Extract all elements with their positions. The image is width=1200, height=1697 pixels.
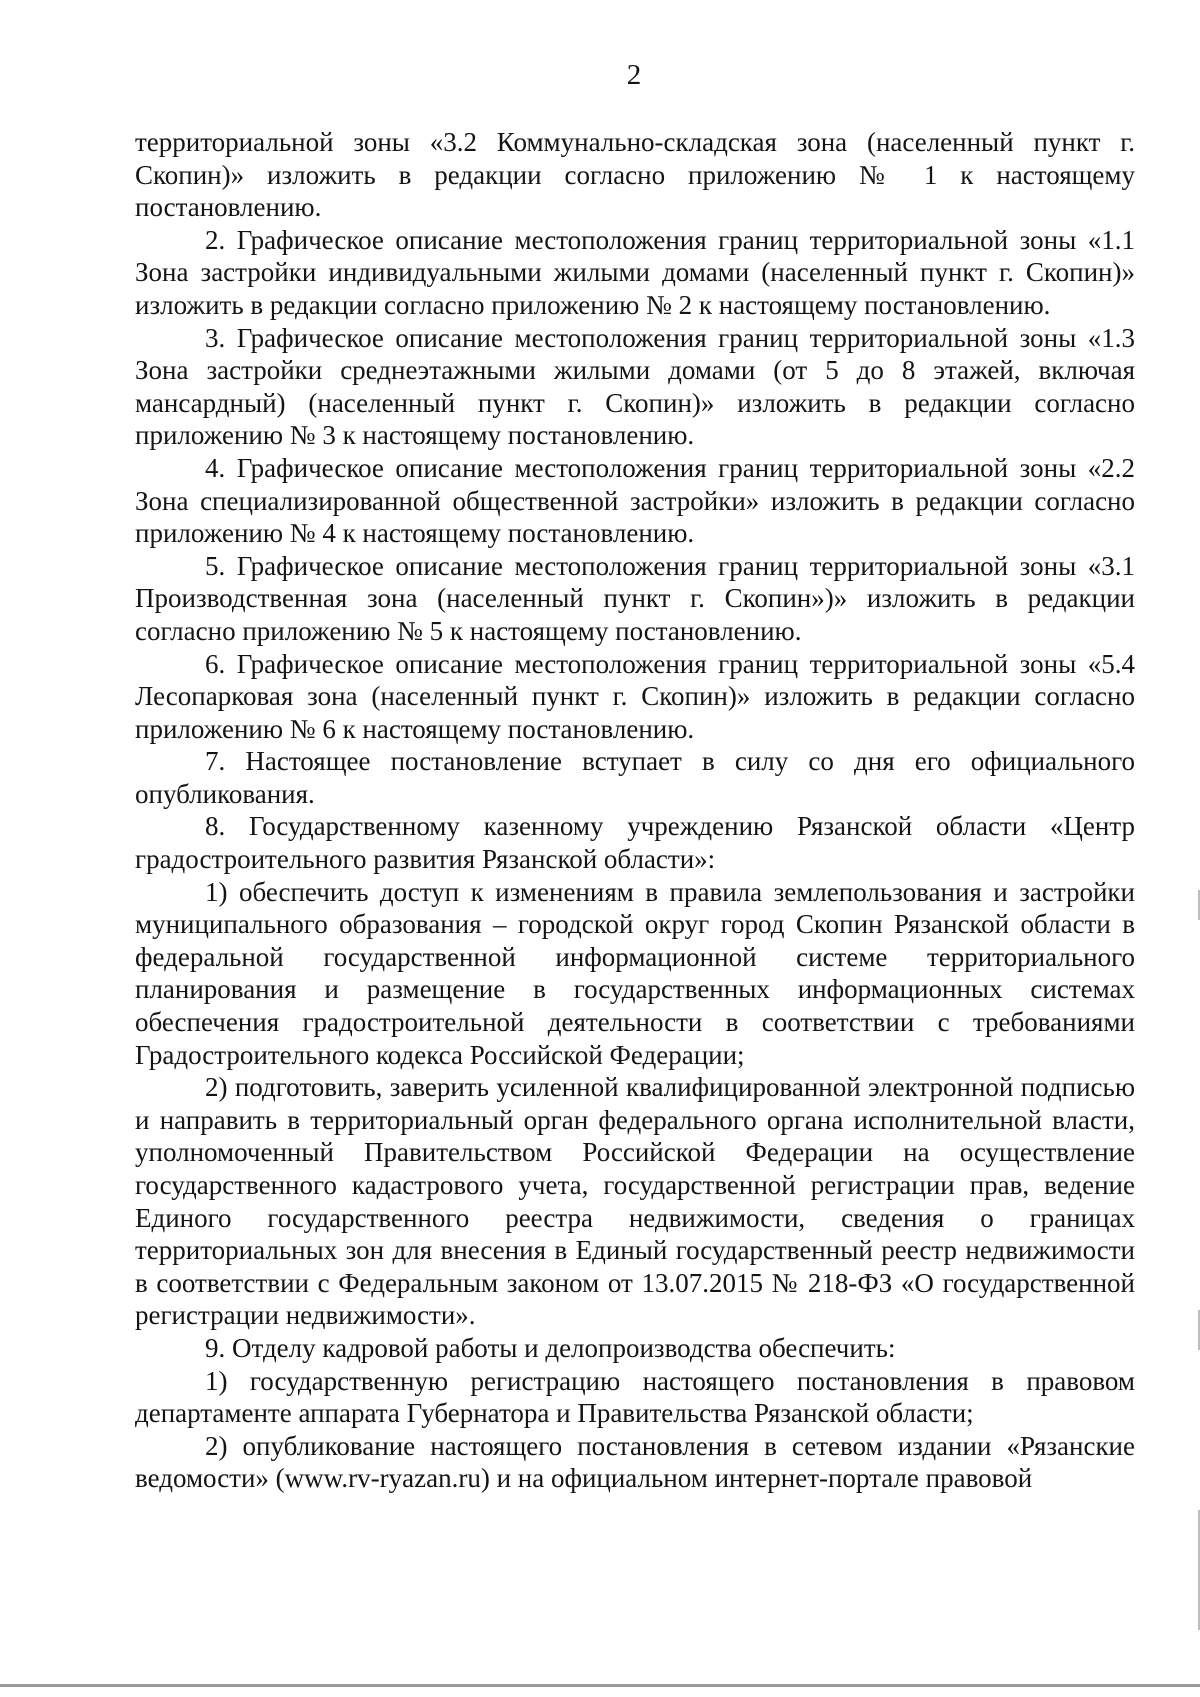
paragraph-item-2: 2. Графическое описание местоположения границ территориальной зоны «1.1 Зона застройки индивидуальными жилыми домами (населенный пункт г. Скопин)» изложить в редакции согласно приложению № 2 к настоящему постановлению. [135, 224, 1135, 320]
paragraph-item-4: 4. Графическое описание местоположения границ территориальной зоны «2.2 Зона специализированной общественной застройки» изложить в редакции согласно приложению № 4 к настоящему постановлению. [135, 452, 1135, 549]
paragraph-item-9-2: 2) опубликование настоящего постановления в сетевом издании «Рязанские ведомости» (www.rv-ryazan.ru) и на официальном интернет-портале правовой [135, 1430, 1135, 1494]
page-number: 2 [626, 59, 642, 91]
paragraph-item-6: 6. Графическое описание местоположения границ территориальной зоны «5.4 Лесопарковая зона (населенный пункт г. Скопин)» изложить в редакции согласно приложению № 6 к настоящему постановлению. [135, 648, 1135, 744]
paragraph-item-9: 9. Отделу кадровой работы и делопроизводства обеспечить: [205, 1332, 896, 1363]
paragraph-item-7: 7. Настоящее постановление вступает в силу со дня его официального опубликования. [135, 746, 1135, 809]
document-body [135, 126, 1135, 1495]
paragraph-item-8-2: 2) подготовить, заверить усиленной квалифицированной электронной подписью и направить в территориальный орган федерального органа исполнительной власти, уполномоченный Правительством Российской Федерации на осуществление государственного кадастрового учета, государственной регистрации прав, ведение Единого государственного реестра недвижимости, сведения о границах территориальных зон для внесения в Единый государственный реестр недвижимости в соответствии с Федеральным законом от 13.07.2015 № 218-ФЗ «О государственной регистрации недвижимости». [135, 1072, 1135, 1331]
paragraph-item-8-1: 1) обеспечить доступ к изменениям в правила землепользования и застройки муниципального образования – городской округ город Скопин Рязанской области в федеральной государственной информационной системе территориального планирования и размещение в государственных информационных системах обеспечения градостроительной деятельности в соответствии с требованиями Градостроительного кодекса Российской Федерации; [135, 876, 1135, 1070]
paragraph-item-8: 8. Государственному казенному учреждению Рязанской области «Центр градостроительного развития Рязанской области»: [135, 811, 1135, 875]
bottom-scan-line [0, 1684, 1200, 1687]
paragraph-item-5: 5. Графическое описание местоположения границ территориальной зоны «3.1 Производственная зона (населенный пункт г. Скопин»)» изложить в редакции согласно приложению № 5 к настоящему постановлению. [135, 550, 1135, 646]
paragraph-continuation: территориальной зоны «3.2 Коммунально-складская зона (населенный пункт г. Скопин)» изложить в редакции согласно приложению № 1 к настоящему постановлению. [135, 127, 1135, 223]
paragraph-item-9-1: 1) государственную регистрацию настоящего постановления в правовом департаменте аппарата Губернатора и Правительства Рязанской области; [135, 1365, 1135, 1429]
paragraph-item-3: 3. Графическое описание местоположения границ территориальной зоны «1.3 Зона застройки среднеэтажными жилыми домами (от 5 до 8 этажей, включая мансардный) (населенный пункт г. Скопин)» изложить в редакции согласно приложению № 3 к настоящему постановлению. [135, 322, 1135, 451]
